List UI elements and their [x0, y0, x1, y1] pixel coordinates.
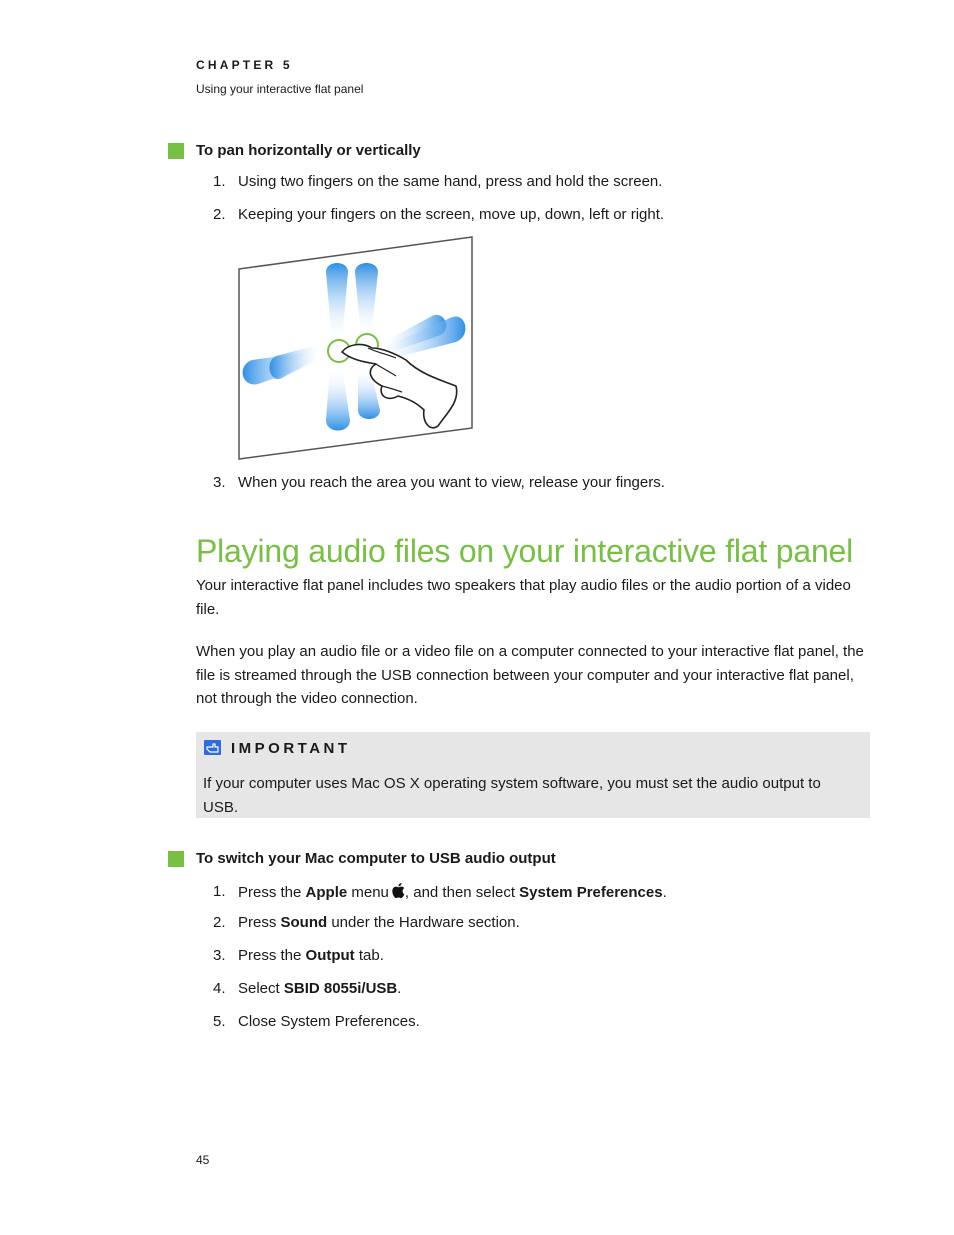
list-item — [213, 914, 813, 934]
step-number: 1. — [213, 173, 226, 190]
step-number: 1. — [213, 883, 226, 900]
list-item — [213, 947, 813, 967]
list-item — [213, 206, 813, 226]
procedure-bullet-icon — [168, 143, 184, 159]
pointing-hand-icon — [204, 740, 221, 755]
step-number: 4. — [213, 980, 226, 997]
procedure-bullet-icon — [168, 851, 184, 867]
step-number: 2. — [213, 206, 226, 223]
important-note — [196, 732, 870, 818]
step-number: 3. — [213, 947, 226, 964]
important-label: IMPORTANT — [231, 740, 351, 757]
step-text: Using two fingers on the same hand, press and hold the screen. — [238, 173, 663, 190]
step-text: Press the Output tab. — [238, 947, 384, 964]
step-text: When you reach the area you want to view, release your fingers. — [238, 474, 665, 491]
step-text: Press Sound under the Hardware section. — [238, 914, 520, 931]
list-item — [213, 1013, 813, 1033]
list-item — [213, 883, 813, 903]
step-number: 5. — [213, 1013, 226, 1030]
step-text: Select SBID 8055i/USB. — [238, 980, 402, 997]
step-text: Press the Apple menu , and then select System Preferences. — [238, 884, 667, 901]
step-text: Keeping your fingers on the screen, move up, down, left or right. — [238, 206, 665, 223]
procedure-title: To pan horizontally or vertically — [196, 142, 421, 159]
step-number: 3. — [213, 474, 226, 491]
paragraph: Your interactive flat panel includes two speakers that play audio files or the audio portion of a video file. — [196, 577, 851, 618]
list-item — [213, 173, 813, 193]
step-text: Close System Preferences. — [238, 1013, 420, 1030]
page-number: 45 — [196, 1153, 210, 1167]
chapter-label: CHAPTER 5 — [196, 58, 293, 72]
procedure-title: To switch your Mac computer to USB audio output — [196, 850, 556, 867]
apple-logo-icon — [392, 883, 405, 898]
step-number: 2. — [213, 914, 226, 931]
paragraph: When you play an audio file or a video file on a computer connected to your interactive flat panel, the file is streamed through the USB connection between your computer and your interactive flat panel, not through the video connection. — [196, 643, 864, 707]
chapter-subtitle: Using your interactive flat panel — [196, 82, 364, 96]
pan-gesture-illustration — [230, 232, 480, 464]
section-heading: Playing audio files on your interactive flat panel — [196, 533, 854, 569]
list-item — [213, 474, 813, 494]
list-item — [213, 980, 813, 1000]
important-text: If your computer uses Mac OS X operating system software, you must set the audio output to USB. — [203, 775, 821, 816]
